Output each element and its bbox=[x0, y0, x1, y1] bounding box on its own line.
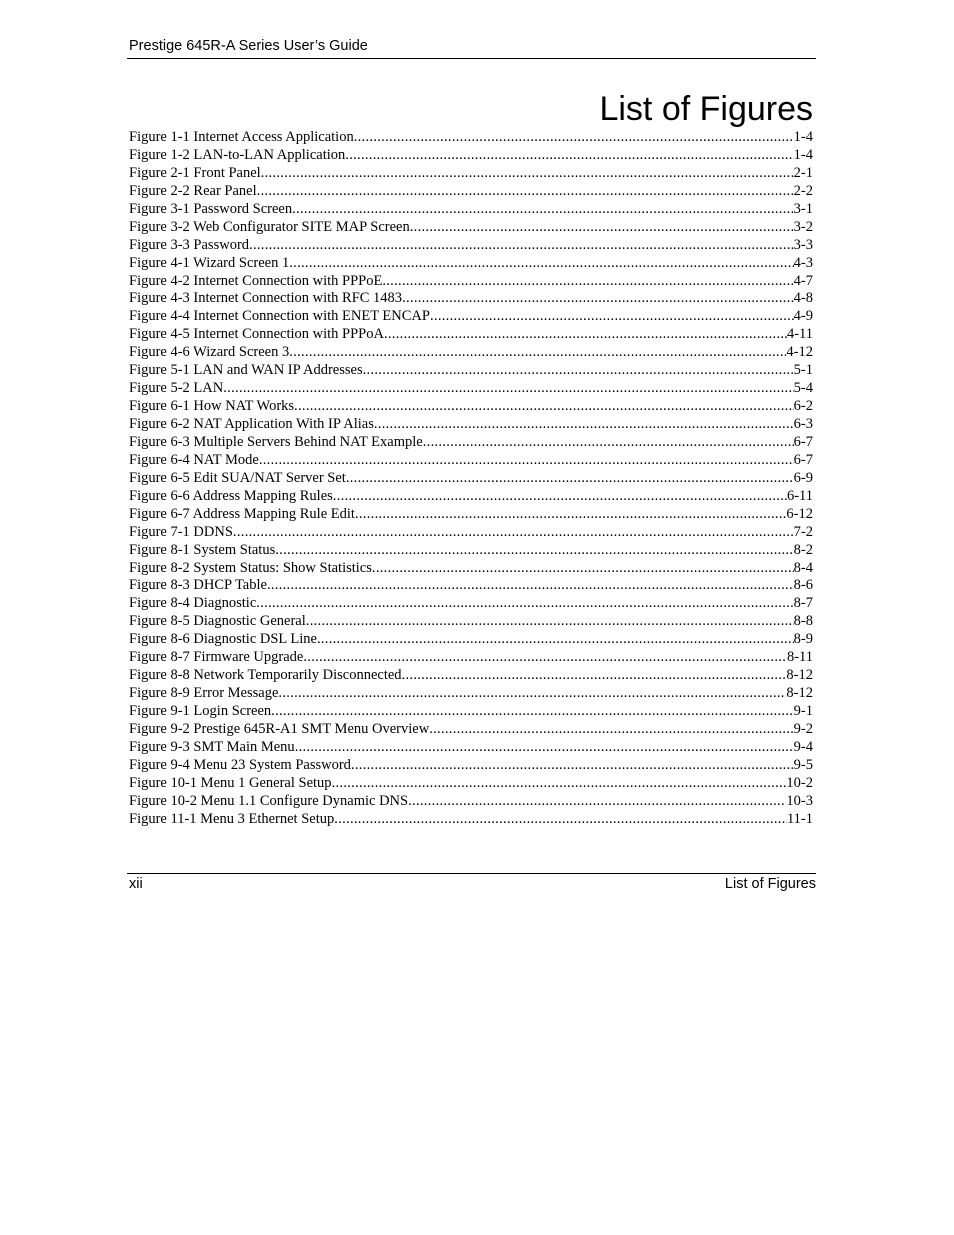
figure-entry-page-number: 4-3 bbox=[793, 254, 813, 271]
footer-page-number: xii bbox=[129, 876, 143, 892]
figure-entry-label: Figure 8-5 Diagnostic General bbox=[129, 613, 306, 630]
figure-entry-label: Figure 8-6 Diagnostic DSL Line bbox=[129, 631, 317, 648]
figure-list-item[interactable] bbox=[129, 613, 813, 631]
figure-entry-page-number: 8-11 bbox=[786, 649, 813, 666]
dot-leader bbox=[271, 703, 794, 721]
figure-list-item[interactable] bbox=[129, 273, 813, 291]
figure-entry-page-number: 6-7 bbox=[793, 451, 813, 468]
figure-entry-page-number: 8-4 bbox=[793, 559, 813, 576]
dot-leader bbox=[354, 129, 794, 147]
figure-list-item[interactable] bbox=[129, 237, 813, 255]
figure-entry-page-number: 9-1 bbox=[793, 703, 813, 719]
figure-entry-page-number: 3-2 bbox=[793, 218, 813, 235]
figure-list-item[interactable] bbox=[129, 201, 813, 219]
dot-leader bbox=[402, 290, 794, 308]
dot-leader bbox=[267, 577, 794, 595]
figure-list-item[interactable] bbox=[129, 793, 813, 811]
footer-divider bbox=[127, 873, 816, 874]
figure-entry-label: Figure 11-1 Menu 3 Ethernet Setup bbox=[129, 810, 335, 827]
figure-list-item[interactable] bbox=[129, 811, 813, 829]
dot-leader bbox=[303, 649, 787, 667]
figure-entry-page-number: 1-4 bbox=[793, 129, 813, 145]
figure-entry-label: Figure 3-1 Password Screen bbox=[129, 200, 293, 217]
dot-leader bbox=[363, 362, 794, 380]
figure-list-item[interactable] bbox=[129, 452, 813, 470]
figure-entry-label: Figure 8-1 System Status bbox=[129, 541, 276, 558]
figure-entry-label: Figure 6-5 Edit SUA/NAT Server Set bbox=[129, 469, 346, 486]
footer-section-title: List of Figures bbox=[724, 876, 816, 892]
dot-leader bbox=[294, 398, 794, 416]
figure-entry-label: Figure 7-1 DDNS bbox=[129, 523, 233, 540]
running-header-title: Prestige 645R-A Series User’s Guide bbox=[129, 38, 368, 54]
dot-leader bbox=[261, 165, 794, 183]
figure-list-item[interactable] bbox=[129, 326, 813, 344]
figure-list-item[interactable] bbox=[129, 362, 813, 380]
dot-leader bbox=[233, 524, 794, 542]
dot-leader bbox=[374, 416, 794, 434]
dot-leader bbox=[429, 721, 793, 739]
dot-leader bbox=[249, 237, 794, 255]
figure-entry-page-number: 4-12 bbox=[786, 344, 813, 361]
figure-entry-page-number: 5-4 bbox=[793, 380, 813, 397]
figure-entry-label: Figure 4-2 Internet Connection with PPPoE bbox=[129, 272, 383, 289]
dot-leader bbox=[289, 255, 793, 273]
figure-entry-label: Figure 8-9 Error Message bbox=[129, 685, 279, 702]
figure-entry-page-number: 8-2 bbox=[793, 541, 813, 558]
figure-entry-page-number: 9-4 bbox=[793, 738, 813, 755]
figure-list-item[interactable] bbox=[129, 542, 813, 560]
figure-list-item[interactable] bbox=[129, 739, 813, 757]
figure-list-item[interactable] bbox=[129, 488, 813, 506]
figure-entry-label: Figure 4-5 Internet Connection with PPPoA bbox=[129, 326, 384, 343]
figure-entry-page-number: 4-7 bbox=[793, 272, 813, 289]
figure-entry-label: Figure 6-2 NAT Application With IP Alias bbox=[129, 416, 374, 432]
figure-entry-label: Figure 6-6 Address Mapping Rules bbox=[129, 487, 333, 504]
figure-list-item[interactable] bbox=[129, 775, 813, 793]
figure-list-item[interactable] bbox=[129, 577, 813, 595]
figure-entry-label: Figure 9-2 Prestige 645R-A1 SMT Menu Overview bbox=[129, 720, 430, 737]
figure-entry-page-number: 6-9 bbox=[793, 469, 813, 486]
figure-list-item[interactable] bbox=[129, 757, 813, 775]
dot-leader bbox=[408, 793, 786, 811]
figure-entry-page-number: 10-3 bbox=[786, 792, 813, 809]
figure-entry-label: Figure 3-2 Web Configurator SITE MAP Screen bbox=[129, 218, 410, 235]
figure-entry-label: Figure 2-1 Front Panel bbox=[129, 164, 261, 181]
dot-leader bbox=[334, 811, 787, 829]
figure-entry-label: Figure 6-7 Address Mapping Rule Edit bbox=[129, 505, 355, 522]
dot-leader bbox=[317, 631, 794, 649]
figure-entry-label: Figure 1-2 LAN-to-LAN Application bbox=[129, 146, 346, 163]
figure-entry-label: Figure 6-1 How NAT Works bbox=[129, 398, 295, 415]
figure-entry-label: Figure 5-2 LAN bbox=[129, 380, 224, 397]
figure-entry-label: Figure 2-2 Rear Panel bbox=[129, 182, 257, 199]
figure-entry-label: Figure 3-3 Password bbox=[129, 236, 250, 253]
figure-list-item[interactable] bbox=[129, 631, 813, 649]
figure-list bbox=[129, 129, 813, 829]
figure-entry-page-number: 8-8 bbox=[793, 613, 813, 630]
figure-list-item[interactable] bbox=[129, 434, 813, 452]
dot-leader bbox=[351, 757, 794, 775]
figure-entry-label: Figure 4-3 Internet Connection with RFC 1483 bbox=[129, 290, 403, 307]
dot-leader bbox=[295, 739, 794, 757]
dot-leader bbox=[346, 470, 794, 488]
dot-leader bbox=[355, 506, 786, 524]
dot-leader bbox=[333, 488, 787, 506]
figure-entry-page-number: 8-12 bbox=[786, 685, 813, 702]
dot-leader bbox=[382, 273, 793, 291]
figure-entry-label: Figure 8-8 Network Temporarily Disconnected bbox=[129, 667, 402, 684]
figure-entry-label: Figure 9-3 SMT Main Menu bbox=[129, 738, 295, 755]
figure-list-item[interactable] bbox=[129, 703, 813, 721]
dot-leader bbox=[278, 685, 786, 703]
figure-entry-page-number: 8-12 bbox=[786, 667, 813, 684]
figure-entry-label: Figure 6-3 Multiple Servers Behind NAT Example bbox=[129, 433, 423, 450]
figure-entry-label: Figure 6-4 NAT Mode bbox=[129, 451, 259, 468]
figure-list-item[interactable] bbox=[129, 560, 813, 578]
figure-entry-label: Figure 8-2 System Status: Show Statistics bbox=[129, 559, 372, 576]
figure-entry-page-number: 6-11 bbox=[786, 487, 813, 504]
dot-leader bbox=[257, 183, 794, 201]
figure-entry-page-number: 8-9 bbox=[793, 631, 813, 648]
page-title: List of Figures bbox=[599, 90, 813, 128]
figure-list-item[interactable] bbox=[129, 721, 813, 739]
header-divider bbox=[127, 58, 816, 59]
figure-entry-page-number: 5-1 bbox=[793, 362, 813, 379]
figure-list-item[interactable] bbox=[129, 129, 813, 147]
figure-entry-page-number: 10-2 bbox=[786, 774, 813, 791]
figure-entry-label: Figure 5-1 LAN and WAN IP Addresses bbox=[129, 362, 363, 379]
figure-entry-page-number: 8-7 bbox=[793, 595, 813, 612]
figure-entry-page-number: 8-6 bbox=[793, 577, 813, 594]
figure-entry-page-number: 1-4 bbox=[793, 146, 813, 163]
figure-entry-page-number: 9-2 bbox=[793, 720, 813, 737]
dot-leader bbox=[384, 326, 787, 344]
dot-leader bbox=[223, 380, 793, 398]
figure-list-item[interactable] bbox=[129, 165, 813, 183]
figure-entry-label: Figure 1-1 Internet Access Application bbox=[129, 129, 354, 145]
figure-entry-page-number: 2-2 bbox=[793, 182, 813, 199]
figure-list-item[interactable] bbox=[129, 506, 813, 524]
figure-entry-page-number: 3-1 bbox=[793, 200, 813, 217]
dot-leader bbox=[402, 667, 787, 685]
figure-entry-label: Figure 9-1 Login Screen bbox=[129, 703, 272, 719]
figure-list-item[interactable] bbox=[129, 344, 813, 362]
figure-entry-label: Figure 4-1 Wizard Screen 1 bbox=[129, 254, 290, 271]
dot-leader bbox=[289, 344, 786, 362]
figure-entry-page-number: 2-1 bbox=[793, 164, 813, 181]
figure-entry-page-number: 6-7 bbox=[793, 433, 813, 450]
figure-list-item[interactable] bbox=[129, 667, 813, 685]
figure-entry-page-number: 11-1 bbox=[786, 810, 813, 827]
figure-list-item[interactable] bbox=[129, 255, 813, 273]
figure-entry-page-number: 7-2 bbox=[793, 523, 813, 540]
dot-leader bbox=[275, 542, 793, 560]
figure-list-item[interactable] bbox=[129, 308, 813, 326]
figure-list-item[interactable] bbox=[129, 595, 813, 613]
figure-entry-page-number: 4-8 bbox=[793, 290, 813, 307]
dot-leader bbox=[256, 595, 793, 613]
figure-list-item[interactable] bbox=[129, 685, 813, 703]
dot-leader bbox=[292, 201, 794, 219]
dot-leader bbox=[332, 775, 787, 793]
figure-entry-page-number: 3-3 bbox=[793, 236, 813, 253]
figure-entry-label: Figure 8-4 Diagnostic bbox=[129, 595, 257, 612]
figure-entry-page-number: 6-12 bbox=[786, 505, 813, 522]
figure-entry-label: Figure 4-4 Internet Connection with ENET ENCAP bbox=[129, 308, 430, 325]
dot-leader bbox=[306, 613, 794, 631]
dot-leader bbox=[423, 434, 794, 452]
figure-list-item[interactable] bbox=[129, 649, 813, 667]
figure-list-item[interactable] bbox=[129, 219, 813, 237]
dot-leader bbox=[430, 308, 794, 326]
figure-entry-page-number: 4-9 bbox=[793, 308, 813, 325]
figure-entry-label: Figure 9-4 Menu 23 System Password bbox=[129, 756, 351, 773]
figure-entry-label: Figure 4-6 Wizard Screen 3 bbox=[129, 344, 290, 361]
dot-leader bbox=[372, 560, 794, 578]
figure-list-item[interactable] bbox=[129, 398, 813, 416]
figure-list-item[interactable] bbox=[129, 183, 813, 201]
figure-entry-label: Figure 10-2 Menu 1.1 Configure Dynamic DNS bbox=[129, 792, 409, 809]
figure-list-item[interactable] bbox=[129, 290, 813, 308]
figure-list-item[interactable] bbox=[129, 524, 813, 542]
figure-entry-page-number: 9-5 bbox=[793, 756, 813, 773]
figure-entry-label: Figure 8-7 Firmware Upgrade bbox=[129, 649, 304, 666]
dot-leader bbox=[259, 452, 794, 470]
figure-entry-label: Figure 10-1 Menu 1 General Setup bbox=[129, 774, 332, 791]
figure-entry-page-number: 4-11 bbox=[786, 326, 813, 343]
figure-list-item[interactable] bbox=[129, 416, 813, 434]
figure-entry-page-number: 6-3 bbox=[793, 416, 813, 432]
dot-leader bbox=[410, 219, 794, 237]
figure-list-item[interactable] bbox=[129, 380, 813, 398]
figure-entry-page-number: 6-2 bbox=[793, 398, 813, 415]
figure-list-item[interactable] bbox=[129, 147, 813, 165]
figure-list-item[interactable] bbox=[129, 470, 813, 488]
figure-entry-label: Figure 8-3 DHCP Table bbox=[129, 577, 267, 594]
dot-leader bbox=[345, 147, 793, 165]
